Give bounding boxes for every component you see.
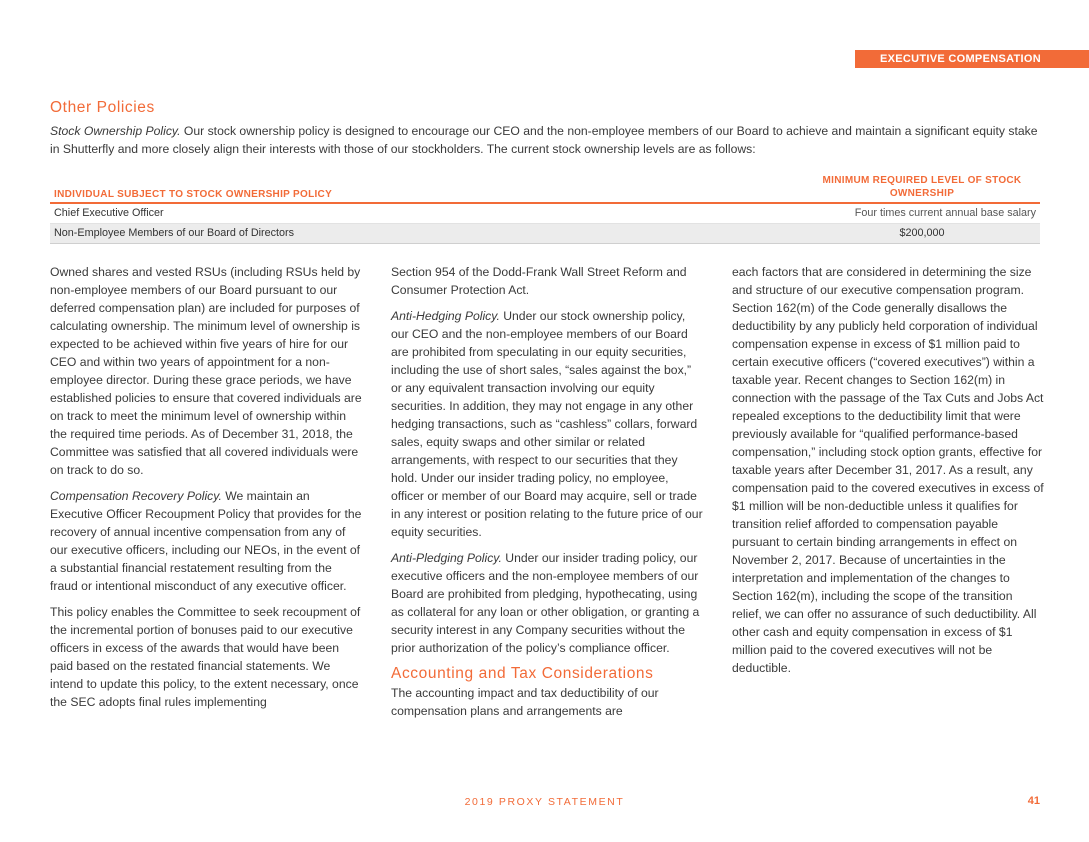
footer-title: 2019 PROXY STATEMENT — [464, 796, 625, 808]
other-policies-heading: Other Policies — [50, 99, 155, 116]
compensation-recovery-label: Compensation Recovery Policy. — [50, 489, 222, 503]
section-162m-paragraph: each factors that are considered in determining the size and structure of our executive compensation program. Section 162(m) of the Code generally disallows the deductibility by any publicly held corporation of individual compensation expense in excess of $1 million paid to certain executive officers (“covered executives”) within a taxable year. Recent changes to Section 162(m) in connection with the passage of the Tax Cuts and Jobs Act repealed exceptions to the deductibility limit that were previously available for “qualified performance-based compensation,” including stock option grants, effective for taxable years after December 31, 2017. As a result, any compensation paid to the covered executives in excess of $1 million will be non-deductible unless it qualifies for transition relief afforded to compensation payable pursuant to certain binding arrangements in effect on November 2, 2017. Because of uncertainties in the interpretation and implementation of the changes to Section 162(m), including the scope of the transition relief, we can offer no assurance of such deductibility. All other cash and equity compensation in excess of $1 million paid to the covered executives will not be deductible. — [732, 265, 1044, 675]
recoupment-paragraph: This policy enables the Committee to seek recoupment of the incremental portion of bonuses paid to our executive officers in excess of the awards that would have been paid based on the restated financial statements. We intend to update this policy, to the extent necessary, once the SEC adopts final rules implementing — [50, 605, 361, 709]
text-column-1 — [50, 263, 362, 719]
accounting-tax-heading: Accounting and Tax Considerations — [391, 665, 654, 682]
table-cell-subject: Non-Employee Members of our Board of Directors — [54, 227, 295, 239]
dodd-frank-paragraph: Section 954 of the Dodd-Frank Wall Street Reform and Consumer Protection Act. — [391, 265, 687, 297]
compensation-recovery-text: We maintain an Executive Officer Recoupment Policy that provides for the recovery of annual incentive compensation from any of our executive officers, including our NEOs, in the event of a substantial financial restatement resulting from the fraud or intentional misconduct of any executive officer. — [50, 489, 362, 593]
table-header-subject: INDIVIDUAL SUBJECT TO STOCK OWNERSHIP POLICY — [54, 189, 333, 200]
page-number: 41 — [1027, 795, 1040, 807]
stock-ownership-intro — [50, 122, 1040, 158]
accounting-tax-paragraph: The accounting impact and tax deductibility of our compensation plans and arrangements are — [391, 686, 659, 718]
table-cell-subject: Chief Executive Officer — [54, 207, 164, 219]
table-header — [50, 172, 1040, 204]
text-column-2 — [391, 263, 703, 728]
anti-pledging-paragraph — [391, 549, 703, 657]
stock-ownership-label: Stock Ownership Policy. — [50, 124, 181, 138]
compensation-recovery-paragraph — [50, 487, 362, 595]
table-cell-level: Four times current annual base salary — [854, 207, 1036, 219]
anti-hedging-paragraph — [391, 307, 703, 541]
section-tab: EXECUTIVE COMPENSATION — [855, 50, 1089, 68]
table-row — [50, 204, 1040, 224]
anti-pledging-text: Under our insider trading policy, our executive officers and the non-employee members of our Board are prohibited from pledging, hypothecating, using as collateral for any loan or other obligation, or granting a security interest in any Company securities without the prior authorization of the policy’s compliance officer. — [391, 551, 700, 655]
table-header-level: MINIMUM REQUIRED LEVEL OF STOCK OWNERSHIP — [822, 175, 1022, 199]
anti-pledging-label: Anti-Pledging Policy. — [391, 551, 502, 565]
anti-hedging-text: Under our stock ownership policy, our CEO and the non-employee members of our Board are prohibited from speculating in our equity securities, including the use of short sales, “sales against the box,” or any equivalent transaction involving our equity securities. In addition, they may not engage in any other hedging transactions, such as “cashless” collars, forward sales, equity swaps and other similar or related arrangements, with respect to our securities that they hold. Under our insider trading policy, no employee, officer or member of our Board may acquire, sell or trade in any interest or position relating to the future price of our equity securities. — [391, 309, 703, 539]
table-cell-level: $200,000 — [899, 227, 945, 239]
table-row — [50, 224, 1040, 244]
ownership-calculation-paragraph: Owned shares and vested RSUs (including RSUs held by non-employee members of our Board pursuant to our deferred compensation plan) are included for purposes of calculating ownership. The minimum level of ownership is expected to be achieved within five years of hire for our CEO and within two years of appointment for a non-employee director. During these grace periods, we have established policies to ensure that covered individuals are on track to meet the minimum level of ownership within the required time periods. As of December 31, 2018, the Committee was satisfied that all covered individuals were on track to do so. — [50, 265, 362, 477]
anti-hedging-label: Anti-Hedging Policy. — [391, 309, 500, 323]
text-column-3 — [732, 263, 1044, 685]
stock-ownership-text: Our stock ownership policy is designed to encourage our CEO and the non-employee members of our Board to achieve and maintain a significant equity stake in Shutterfly and more closely align their interests with those of our stockholders. The current stock ownership levels are as follows: — [50, 124, 1038, 156]
stock-ownership-table — [50, 172, 1040, 244]
